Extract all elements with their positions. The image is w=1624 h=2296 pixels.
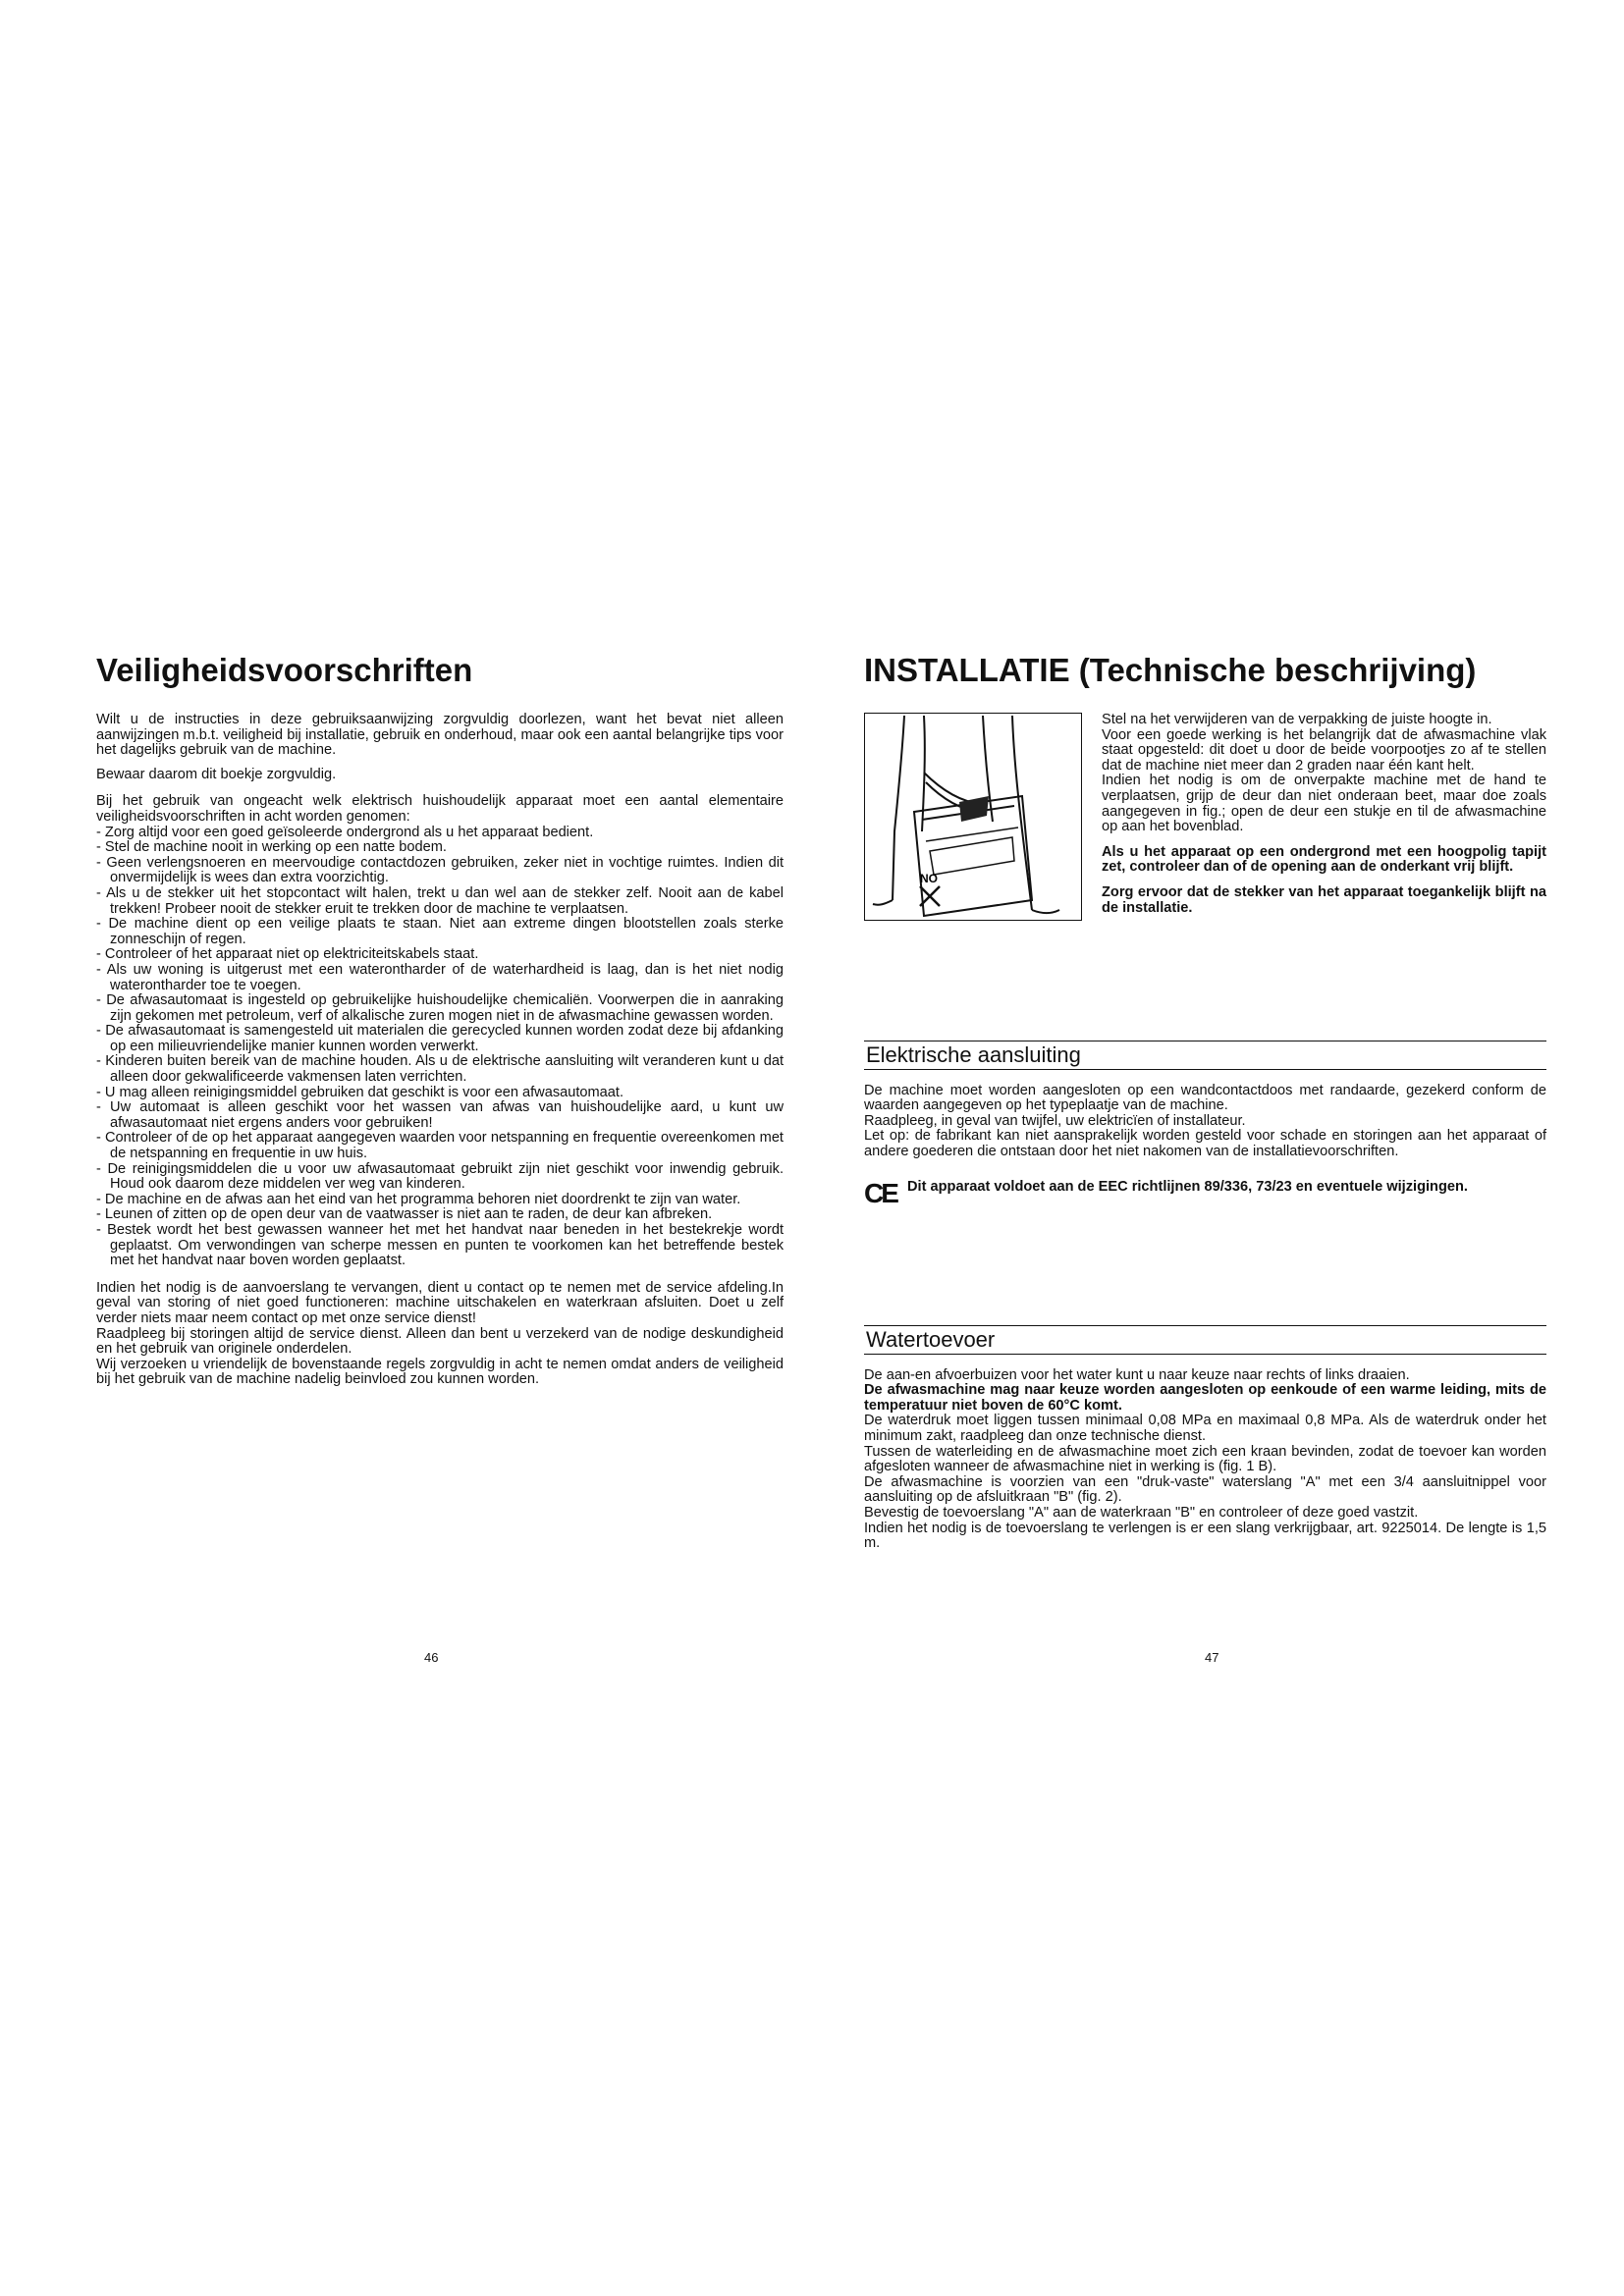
water-paragraph: Indien het nodig is de toevoerslang te verlengen is er een slang verkrijgbaar, art. 9225014. De lengte is 1,5 m. — [864, 1520, 1546, 1552]
safety-item: - De reinigingsmiddelen die u voor uw afwasautomaat gebruikt zijn niet geschikt voor inwendig gebruik. Houd ook daarom deze middelen ver weg van kinderen. — [96, 1160, 784, 1193]
water-paragraph: De aan-en afvoerbuizen voor het water kunt u naar keuze naar rechts of links draaien. — [864, 1366, 1410, 1383]
water-paragraph: Tussen de waterleiding en de afwasmachine moet zich een kraan bevinden, zodat de toevoer kan worden afgesloten wanneer de afwasmachine niet in werking is (fig. 1 B). — [864, 1443, 1546, 1475]
install-paragraph: Indien het nodig is om de onverpakte machine met de hand te verplaatsen, grijp de deur dan niet onderaan beet, maar doe zoals aangegeven in fig.; open de deur een stukje en til de afwasmachine op aan het bovenblad. — [1102, 773, 1546, 835]
page-number-left: 46 — [424, 1650, 439, 1665]
safety-column — [96, 713, 784, 1388]
water-section — [864, 1325, 1546, 1552]
lifting-figure — [864, 713, 1082, 921]
install-paragraph: Voor een goede werking is het belangrijk dat de afwasmachine vlak staat opgesteld: dit doet u door de beide voorpootjes zo af te stellen dat de machine niet meer dan 2 graden naar één kant helt. — [1102, 726, 1546, 774]
electric-paragraph: Let op: de fabrikant kan niet aansprakelijk worden gesteld voor schade en storingen aan het apparaat of andere goederen die ontstaan door het niet nakomen van de installatievoorschriften. — [864, 1128, 1546, 1159]
safety-item: - Bestek wordt het best gewassen wanneer het met het handvat naar beneden in het bestekrekje wordt geplaatst. Om verwondingen van scherpe messen en punten te voorkomen kan het betreffende bestek met het handvat naar boven worden geplaatst. — [96, 1222, 784, 1269]
safety-keep-note: Bewaar daarom dit boekje zorgvuldig. — [96, 766, 337, 782]
water-paragraph: De afwasmachine is voorzien van een "druk-vaste" waterslang "A" met een 3/4 aansluitnippel voor aansluiting op de afsluitkraan "B" (fig. 2). — [864, 1473, 1546, 1506]
water-heading: Watertoevoer — [864, 1325, 1546, 1355]
ce-notice — [864, 1177, 1546, 1208]
right-page — [864, 0, 1546, 2296]
safety-intro: Wilt u de instructies in deze gebruiksaanwijzing zorgvuldig doorlezen, want het bevat niet alleen aanwijzingen m.b.t. veiligheid bij installatie, gebruik en onderhoud, maar ook een aantal belangrijke tips voor het dagelijks gebruik van de machine. — [96, 712, 784, 759]
water-paragraph: De waterdruk moet liggen tussen minimaal 0,08 MPa en maximaal 0,8 MPa. Als de waterdruk onder het minimum zakt, raadpleeg dan onze technische dienst. — [864, 1413, 1546, 1444]
electric-section — [864, 1041, 1546, 1207]
electric-paragraph: Raadpleeg, in geval van twijfel, uw elektricïen of installateur. — [864, 1112, 1246, 1129]
safety-outro-request: Wij verzoeken u vriendelijk de bovenstaande regels zorgvuldig in acht te nemen omdat anders de veiligheid bij het gebruik van de machine nadelig beinvloed zou kunnen worden. — [96, 1356, 784, 1388]
electric-paragraph: De machine moet worden aangesloten op een wandcontactdoos met randaarde, gezekerd conform de waarden aangegeven op het typeplaatje van de machine. — [864, 1082, 1546, 1114]
safety-item: - Controleer of het apparaat niet op elektriciteitskabels staat. — [96, 946, 479, 963]
water-warning: De afwasmachine mag naar keuze worden aangesloten op eenkoude of een warme leiding, mits de temperatuur niet boven de 60°C komt. — [864, 1382, 1546, 1414]
safety-item: - Kinderen buiten bereik van de machine houden. Als u de elektrische aansluiting wilt veranderen kunt u dat alleen door gekwalificeerde vakmensen laten verrichten. — [96, 1053, 784, 1086]
safety-item: - Zorg altijd voor een goed geïsoleerde ondergrond als u het apparaat bedient. — [96, 824, 594, 840]
water-paragraph: Bevestig de toevoerslang "A" aan de waterkraan "B" en controleer of deze goed vastzit. — [864, 1504, 1419, 1521]
electric-heading: Elektrische aansluiting — [864, 1041, 1546, 1070]
safety-item: - Als u de stekker uit het stopcontact wilt halen, trekt u dan wel aan de stekker zelf. Nooit aan de kabel trekken! Probeer nooit de stekker eruit te trekken door de machine te verplaatsen. — [96, 884, 784, 917]
safety-outro-repair: Raadpleeg bij storingen altijd de service dienst. Alleen dan bent u verzekerd van de nodige deskundigheid en het gebruik van originele onderdelen. — [96, 1325, 784, 1358]
safety-list — [96, 826, 784, 1269]
safety-item: - Uw automaat is alleen geschikt voor het wassen van afwas van huishoudelijke aard, u kunt uw afwasautomaat niet ergens anders voor gebruiken! — [96, 1099, 784, 1131]
installation-text — [1102, 713, 1546, 916]
safety-outro-service: Indien het nodig is de aanvoerslang te vervangen, dient u contact op te nemen met de service afdeling.In geval van storing of niet goed functioneren: machine uitschakelen en waterkraan afsluiten. Doet u zelf verder niets maar neem contact op met onze service dienst! — [96, 1279, 784, 1326]
safety-title: Veiligheidsvoorschriften — [96, 652, 473, 688]
installation-title: INSTALLATIE (Technische beschrijving) — [864, 652, 1477, 688]
safety-item: - Als uw woning is uitgerust met een waterontharder of de waterhardheid is laag, dan is het niet nodig waterontharder toe te voegen. — [96, 961, 784, 993]
safety-lead: Bij het gebruik van ongeacht welk elektrisch huishoudelijk apparaat moet een aantal elementaire veiligheidsvoorschriften in acht worden genomen: — [96, 793, 784, 825]
safety-item: - De afwasautomaat is ingesteld op gebruikelijke huishoudelijke chemicaliën. Voorwerpen die in aanraking zijn gekomen met petroleum, verf of alkalische zuren mogen niet in de afwasmachine gewassen worden. — [96, 992, 784, 1024]
safety-item: - U mag alleen reinigingsmiddel gebruiken dat geschikt is voor een afwasautomaat. — [96, 1084, 624, 1100]
safety-item: - De afwasautomaat is samengesteld uit materialen die gerecycled kunnen worden zodat deze bij afdanking op een milieuvriendelijke manier kunnen worden verwerkt. — [96, 1023, 784, 1054]
safety-item: - De machine en de afwas aan het eind van het programma behoren niet doordrenkt te zijn van water. — [96, 1191, 741, 1207]
safety-item: - Leunen of zitten op de open deur van de vaatwasser is niet aan te raden, de deur kan afbreken. — [96, 1206, 713, 1223]
safety-item: - Geen verlengsnoeren en meervoudige contactdozen gebruiken, zeker niet in vochtige ruimtes. Indien dit onvermijdelijk is wees dan extra voorzichtig. — [96, 854, 784, 886]
ce-text: Dit apparaat voldoet aan de EEC richtlijnen 89/336, 73/23 en eventuele wijzigingen. — [907, 1178, 1468, 1195]
install-warning-plug: Zorg ervoor dat de stekker van het apparaat toegankelijk blijft na de installatie. — [1102, 883, 1546, 916]
lifting-illustration-icon — [865, 714, 1080, 919]
figure-no-label: NO — [920, 872, 938, 885]
safety-item: - De machine dient op een veilige plaats te staan. Niet aan extreme dingen blootstellen zoals sterke zonneschijn of regen. — [96, 916, 784, 947]
electric-body — [864, 1084, 1546, 1207]
ce-mark-icon: CE — [864, 1177, 896, 1208]
install-warning-carpet: Als u het apparaat op een ondergrond met een hoogpolig tapijt zet, controleer dan of de opening aan de onderkant vrij blijft. — [1102, 843, 1546, 876]
safety-item: - Stel de machine nooit in werking op een natte bodem. — [96, 839, 447, 856]
page-number-right: 47 — [1205, 1650, 1219, 1665]
install-paragraph: Stel na het verwijderen van de verpakking de juiste hoogte in. — [1102, 712, 1492, 727]
safety-item: - Controleer of de op het apparaat aangegeven waarden voor netspanning en frequentie overeenkomen met de netspanning en frequentie in uw huis. — [96, 1130, 784, 1162]
left-page — [96, 0, 784, 2296]
water-body — [864, 1368, 1546, 1552]
